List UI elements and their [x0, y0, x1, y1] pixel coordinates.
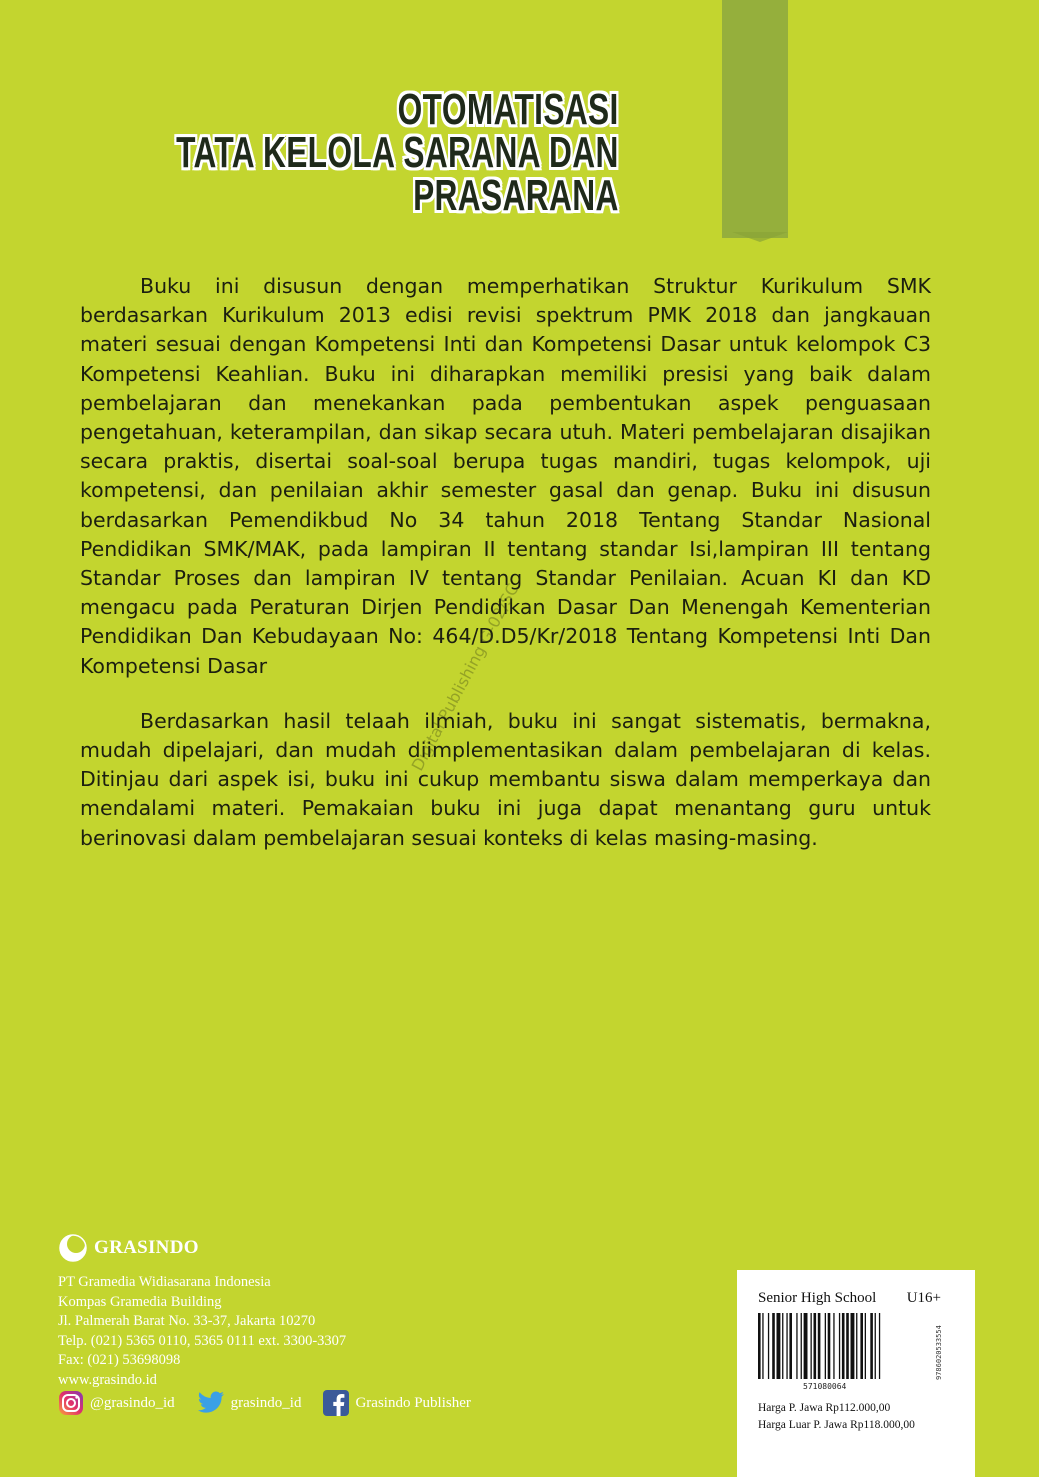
barcode-bar — [772, 1313, 775, 1379]
barcode-bar — [801, 1313, 802, 1379]
barcode-bar — [758, 1313, 761, 1379]
barcode-icon — [758, 1313, 936, 1381]
address-line: Fax: (021) 53698098 — [58, 1352, 181, 1369]
barcode-number: 571080064 — [803, 1382, 847, 1391]
watermark: Digital Publishing G-02/SC — [407, 580, 523, 774]
price-list — [758, 1400, 915, 1434]
barcode-bar — [870, 1313, 873, 1379]
facebook-link[interactable] — [323, 1390, 470, 1416]
twitter-handle: grasindo_id — [230, 1394, 302, 1411]
address-line: Jl. Palmerah Barat No. 33-37, Jakarta 10270 — [58, 1313, 316, 1330]
barcode-bar — [839, 1313, 840, 1379]
barcode-bar — [856, 1313, 857, 1379]
barcode-bar — [818, 1313, 821, 1379]
twitter-link[interactable] — [197, 1391, 302, 1415]
barcode-header — [758, 1290, 941, 1307]
barcode-bar — [796, 1313, 797, 1379]
synopsis — [80, 272, 931, 879]
title-line-1: OTOMATISASI — [397, 85, 619, 134]
publisher-name: GRASINDO — [94, 1237, 199, 1258]
synopsis-paragraph-1: Buku ini disusun dengan memperhatikan Struktur Kurikulum SMK berdasarkan Kurikulum 2013 edisi revisi spektrum PMK 2018 dan jangkauan materi sesuai dengan Kompetensi Inti dan Kompetensi Dasar untuk kelompok C3 Kompetensi Keahlian. Buku ini diharapkan memiliki presisi yang baik dalam pembelajaran dan menekankan pada pembentukan aspek penguasaan pengetahuan, keterampilan, dan sikap secara utuh. Materi pembelajaran disajikan secara praktis, disertai soal-soal berupa tugas mandiri, tugas kelompok, uji kompetensi, dan penilaian akhir semester gasal dan genap. Buku ini disusun berdasarkan Pemendikbud No 34 tahun 2018 Tentang Standar Nasional Pendidikan SMK/MAK, pada lampiran II tentang standar Isi,lampiran III tentang Standar Proses dan lampiran IV tentang Standar Penilaian. Acuan KI dan KD mengacu pada Peraturan Dirjen Pendidikan Dasar Dan Menengah Kementerian Pendidikan Dan Kebudayaan No: 464/D.D5/Kr/2018 Tentang Kompetensi Inti Dan Kompetensi Dasar — [80, 274, 931, 678]
barcode-bar — [846, 1313, 849, 1379]
address-line: Telp. (021) 5365 0110, 5365 0111 ext. 3300-3307 — [58, 1332, 347, 1349]
barcode-bar — [828, 1313, 831, 1379]
barcode-bar — [782, 1313, 783, 1379]
age-rating: U16+ — [906, 1290, 941, 1306]
bookmark-ribbon — [722, 0, 788, 238]
instagram-handle: @grasindo_id — [90, 1394, 175, 1411]
barcode-bar — [879, 1313, 880, 1379]
barcode-bar — [777, 1313, 781, 1379]
price-java: Harga P. Jawa Rp112.000,00 — [758, 1402, 891, 1414]
barcode-bar — [860, 1313, 863, 1379]
barcode-bar — [762, 1313, 763, 1379]
barcode-bar — [789, 1313, 792, 1379]
barcode-panel — [737, 1270, 975, 1477]
facebook-icon — [323, 1390, 349, 1416]
title-line-2: TATA KELOLA SARANA DAN — [176, 128, 619, 177]
barcode-bar — [804, 1313, 808, 1379]
barcode-bar — [875, 1313, 876, 1379]
title-line-3: PRASARANA — [413, 171, 619, 220]
social-links — [58, 1390, 493, 1416]
price-outside-java: Harga Luar P. Jawa Rp118.000,00 — [758, 1419, 915, 1431]
barcode-bar — [786, 1313, 787, 1379]
reader-level: Senior High School — [758, 1290, 877, 1306]
isbn-number: 9786020533554 — [935, 1325, 943, 1380]
barcode-bar — [851, 1313, 855, 1379]
ribbon-shadow — [732, 232, 788, 242]
barcode-bar — [814, 1313, 817, 1379]
facebook-page: Grasindo Publisher — [355, 1394, 471, 1411]
barcode-bar — [865, 1313, 866, 1379]
barcode-bar — [842, 1313, 845, 1379]
barcode-bar — [825, 1313, 826, 1379]
book-title — [176, 85, 619, 220]
address-line: Kompas Gramedia Building — [58, 1293, 222, 1310]
website-link[interactable]: www.grasindo.id — [58, 1371, 157, 1388]
twitter-icon — [197, 1391, 225, 1415]
publisher-brand — [58, 1233, 346, 1263]
publisher-info — [58, 1233, 346, 1391]
barcode-bar — [768, 1313, 769, 1379]
barcode-bar — [833, 1313, 834, 1379]
grasindo-logo-icon — [58, 1233, 88, 1263]
publisher-address — [58, 1273, 346, 1391]
instagram-link[interactable] — [58, 1390, 175, 1416]
barcode-bar — [811, 1313, 812, 1379]
address-line: PT Gramedia Widiasarana Indonesia — [58, 1274, 271, 1290]
instagram-icon — [58, 1390, 84, 1416]
synopsis-paragraph-2: Berdasarkan hasil telaah ilmiah, buku ini sangat sistematis, bermakna, mudah dipelajari, dan mudah diimplementasikan dalam pembelajaran di kelas. Ditinjau dari aspek isi, buku ini cukup membantu siswa dalam memperkaya dan mendalami materi. Pemakaian buku ini juga dapat menantang guru untuk berinovasi dalam pembelajaran sesuai konteks di kelas masing-masing. — [80, 708, 931, 850]
